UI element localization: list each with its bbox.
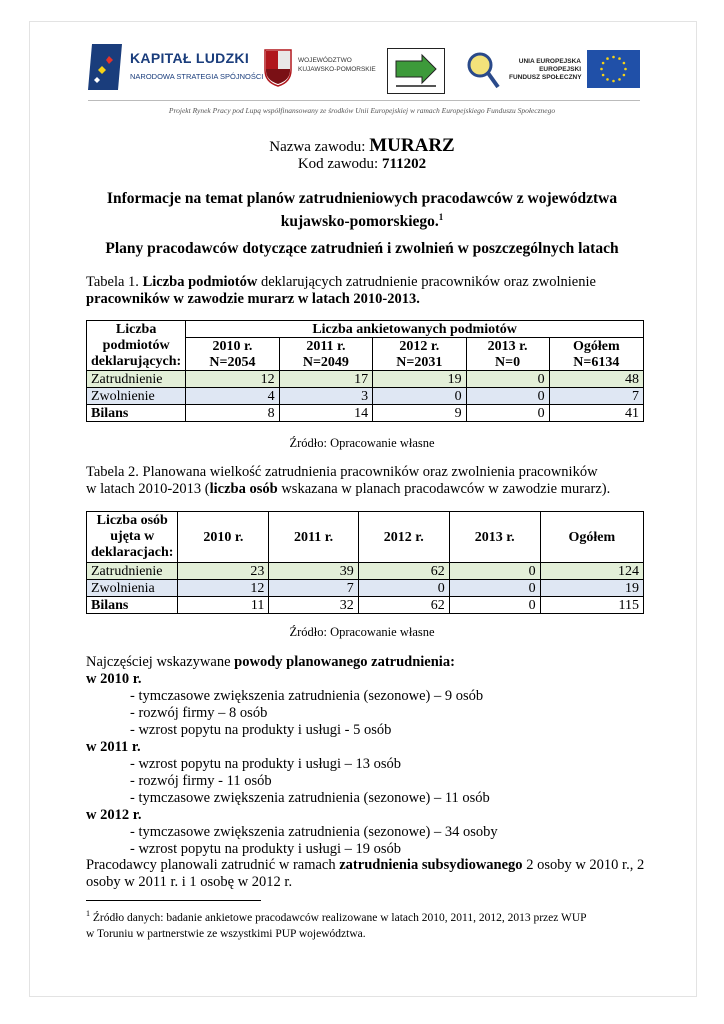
table1-row-label: Zwolnienie [87,388,186,405]
table2-caption-bold: liczba osób [209,481,278,497]
table2-cell: 11 [178,597,269,614]
table1-col-year: 2012 r. [373,338,466,355]
table1-cell: 17 [279,371,372,388]
table2-cell: 0 [449,580,540,597]
table2-col-header: 2013 r. [449,512,540,563]
table1-cell: 0 [466,371,549,388]
subsidized-rest: 2 osoby w 2010 r., 2 [522,857,645,873]
table2-col-header: Ogółem [540,512,643,563]
list-item: - tymczasowe zwiększenia zatrudnienia (sezonowe) – 9 osób [130,688,484,704]
wup-logo-icon [387,48,445,94]
table2-row-label: Bilans [87,597,178,614]
eu-logo [465,50,645,90]
table2-cell: 124 [540,563,643,580]
table1-row-label: Bilans [87,405,186,422]
table2-header-row [87,512,644,563]
table2-corner-line3: deklaracjach: [91,545,174,560]
table2-cell: 62 [358,597,449,614]
table1-cell: 48 [549,371,643,388]
region-logo [263,48,383,88]
info-footnote-mark: 1 [438,212,444,222]
header-logos [0,0,724,120]
list-item: - wzrost popytu na produkty i usługi – 13 osób [130,756,402,772]
footnote-rule [86,900,261,901]
plans-heading: Plany pracodawców dotyczące zatrudnień i zwolnień w poszczególnych latach [105,240,619,257]
profession-code [0,156,724,173]
table1-header-row1 [87,321,644,338]
kapital-ludzki-flag-icon [88,42,124,92]
table2-corner [87,512,178,563]
eu-line3: FUNDUSZ SPOŁECZNY [509,74,582,81]
table2 [86,511,644,614]
table2-cell: 0 [358,580,449,597]
info-heading-line2 [0,208,724,231]
table-row [87,597,644,614]
table1-caption-line2: pracowników w zawodzie murarz w latach 2010-2013. [86,291,420,307]
profession-name-value: MURARZ [369,135,455,156]
table2-cell: 19 [540,580,643,597]
info-heading [0,190,724,231]
table2-cell: 0 [449,563,540,580]
table1-col-n: N=2054 [186,354,279,371]
footnote-line2: w Toruniu w partnerstwie ze wszystkimi PUP województwa. [86,927,366,940]
table1-caption-rest: deklarujących zatrudnienie pracowników oraz zwolnienie [257,274,596,290]
table1-cell: 3 [279,388,372,405]
profession-name-label: Nazwa zawodu: [269,139,366,155]
table2-col-header: 2012 r. [358,512,449,563]
reasons-section [86,654,498,858]
table-row [87,563,644,580]
profession-code-label: Kod zawodu: [297,156,379,172]
table1-col-year: Ogółem [549,338,643,355]
footnote-text: Źródło danych: badanie ankietowe pracodawców realizowane w latach 2010, 2011, 2012, 2013 przez WUP [90,911,587,924]
subsidized-line1 [86,857,644,874]
subsidized-paragraph [86,857,644,891]
table1-cell: 41 [549,405,643,422]
table2-corner-line2: ujęta w [110,529,155,544]
kapital-ludzki-subtitle: NARODOWA STRATEGIA SPÓJNOŚCI [130,72,264,81]
table2-caption-line1: Tabela 2. Planowana wielkość zatrudnienia pracowników oraz zwolnienia pracowników [86,464,598,480]
reasons-year-label: w 2011 r. [86,739,141,755]
table2-caption [86,464,610,498]
table1-source: Źródło: Opracowanie własne [289,436,435,450]
subsidized-bold: zatrudnienia subsydiowanego [339,857,523,873]
table2-corner-line1: Liczba osób [96,513,168,528]
table1-col-year: 2011 r. [279,338,372,355]
table-row [87,405,644,422]
table1-cell: 8 [186,405,279,422]
magnifier-icon [465,50,501,90]
list-item: - rozwój firmy - 11 osób [130,773,272,789]
table-row [87,371,644,388]
table1-corner-line2: podmiotów [102,337,170,353]
reasons-year-label: w 2012 r. [86,807,142,823]
table2-caption-line2 [86,481,610,498]
list-item: - tymczasowe zwiększenia zatrudnienia (sezonowe) – 11 osób [130,790,490,806]
table1-group-header: Liczba ankietowanych podmiotów [186,321,644,338]
table2-cell: 32 [269,597,358,614]
table1-corner-line3: deklarujących: [91,353,182,369]
subsidized-prefix: Pracodawcy planowali zatrudnić w ramach [86,857,340,873]
footnote [86,906,587,942]
profession-code-value: 711202 [381,156,427,172]
region-line1: WOJEWÓDZTWO [298,57,352,64]
table1 [86,320,644,422]
subsidized-line2: osoby w 2011 r. i 1 osobę w 2012 r. [86,874,293,890]
table1-col-n: N=6134 [549,354,643,371]
table1-cell: 19 [373,371,466,388]
table1-caption-line1 [86,274,596,291]
info-heading-line1: Informacje na temat planów zatrudnieniowych pracodawców z województwa [106,190,618,207]
table2-row-label: Zatrudnienie [87,563,178,580]
table1-col-year: 2010 r. [186,338,279,355]
table2-row-label: Zwolnienia [87,580,178,597]
reasons-year-label: w 2010 r. [86,671,142,687]
table1-caption-prefix: Tabela 1. [86,274,143,290]
table1-corner [87,321,186,371]
project-caption: Projekt Rynek Pracy pod Lupą współfinansowany ze środków Unii Europejskiej w ramach Europejskiego Funduszu Społecznego [168,106,556,115]
table-row [87,580,644,597]
table2-cell: 0 [449,597,540,614]
table1-col-n: N=2031 [373,354,466,371]
header-rule [88,100,640,101]
list-item: - wzrost popytu na produkty i usługi - 5 osób [130,722,392,738]
table1-cell: 0 [466,388,549,405]
reasons-intro [86,654,498,671]
eu-flag-icon [587,50,640,88]
list-item: - wzrost popytu na produkty i usługi – 19 osób [130,841,402,857]
table1-cell: 7 [549,388,643,405]
table2-cell: 39 [269,563,358,580]
list-item: - tymczasowe zwiększenia zatrudnienia (sezonowe) – 34 osoby [130,824,498,840]
table1-col-n: N=0 [466,354,549,371]
table1-corner-line1: Liczba [115,321,157,337]
region-line2: KUJAWSKO-POMORSKIE [298,66,376,73]
reasons-intro-bold: powody planowanego zatrudnienia: [234,654,455,670]
table1-col-n: N=2049 [279,354,372,371]
kapital-ludzki-title: KAPITAŁ LUDZKI [130,50,250,66]
table1-cell: 14 [279,405,372,422]
table2-caption-rest: wskazana w planach pracodawców w zawodzie murarz). [277,481,611,497]
table1-caption [86,274,596,308]
table2-cell: 7 [269,580,358,597]
region-logo-text [298,56,376,74]
table1-cell: 0 [466,405,549,422]
region-coat-of-arms-icon [263,48,293,88]
eu-line1: UNIA EUROPEJSKA [518,58,581,65]
table1-cell: 4 [186,388,279,405]
table1-caption-bold: Liczba podmiotów [142,274,258,290]
table2-cell: 12 [178,580,269,597]
list-item: - rozwój firmy – 8 osób [130,705,268,721]
table1-col-year: 2013 r. [466,338,549,355]
eu-logo-text [509,58,581,82]
info-heading-line2-text: kujawsko-pomorskiego. [280,213,439,231]
kapital-ludzki-logo [88,42,264,92]
reasons-intro-prefix: Najczęściej wskazywane [86,654,235,670]
footnote-mark: 1 [86,909,90,918]
table2-col-header: 2010 r. [178,512,269,563]
table2-cell: 23 [178,563,269,580]
table2-caption-prefix: w latach 2010-2013 ( [86,481,210,497]
eu-line2: EUROPEJSKI [539,66,581,73]
table1-row-label: Zatrudnienie [87,371,186,388]
table1-cell: 0 [373,388,466,405]
table-row [87,388,644,405]
profession-name [0,135,724,157]
table2-source: Źródło: Opracowanie własne [289,625,435,639]
table2-col-header: 2011 r. [269,512,358,563]
table2-cell: 62 [358,563,449,580]
table1-cell: 12 [186,371,279,388]
table1-cell: 9 [373,405,466,422]
footnote-line1 [86,906,587,926]
table2-cell: 115 [540,597,643,614]
